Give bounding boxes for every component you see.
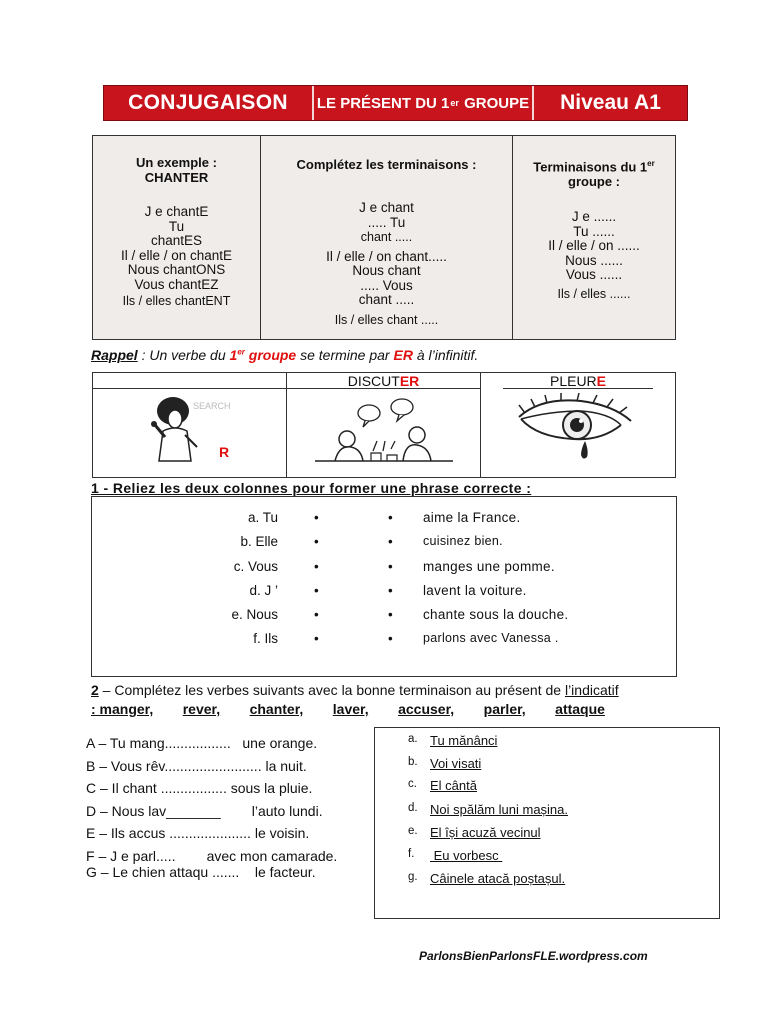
fill-in-exercises [86, 732, 337, 880]
exercise-item[interactable]: E – Ils accus ..................... le voisin. [86, 825, 310, 842]
singer-illustration [93, 391, 287, 477]
title-banner [103, 85, 688, 121]
example-verb: CHANTER [144, 170, 209, 185]
match-dot-right[interactable]: • [388, 583, 393, 598]
match-dot-left[interactable]: • [314, 559, 319, 574]
match-dot-right[interactable]: • [388, 607, 393, 622]
exercise-item[interactable]: C – Il chant ................. sous la pluie. [86, 780, 313, 797]
cry-label: PLEURE [503, 373, 653, 389]
singer-label [93, 373, 286, 389]
endings-lines: J e ...... Tu ...... Il / elle / on ...... Nous ...... Vous ...... Ils / elles ...... [548, 209, 640, 301]
match-dot-left[interactable]: • [314, 510, 319, 525]
endings-column: Terminaisons du 1er groupe : J e ...... Tu ...... Il / elle / on ...... Nous ...... Vous ...... Ils / elles ...... [513, 136, 675, 339]
conjugation-table [92, 135, 676, 340]
exercise-item[interactable]: D – Nous lav_______ l’auto lundi. [86, 802, 323, 819]
svg-text:SEARCH: SEARCH [193, 401, 231, 411]
match-row: c. Vous • • manges une pomme. [233, 559, 555, 574]
exercise-item[interactable]: B – Vous rêv......................... la nuit. [86, 757, 307, 774]
banner-level: Niveau A1 [560, 91, 661, 114]
complete-heading: Complétez les terminaisons : [296, 157, 477, 172]
discuss-illustration [287, 391, 481, 477]
exercise-item[interactable]: G – Le chien attaqu ....... le facteur. [86, 863, 316, 880]
verb-images-row [92, 372, 676, 478]
match-dot-right[interactable]: • [388, 510, 393, 525]
match-row: f. Ils • • parlons avec Vanessa . [253, 631, 559, 646]
rappel-note: Rappel : Un verbe du 1er groupe se termine par ER à l’infinitif. [91, 347, 479, 363]
translations-box: a. Tu mănânci b. Voi visati c. El cântă d. Noi spălăm luni mașina. e. El își acuză vecinul f. Eu vorbesc g. Câinele atacă poștașul. [374, 727, 720, 919]
match-row: d. J ’ • • lavent la voiture. [249, 583, 527, 598]
example-lines: J e chantE Tu chantES Il / elle / on chantE Nous chantONS Vous chantEZ Ils / elles chantENT [120, 204, 233, 308]
match-dot-left[interactable]: • [314, 631, 319, 646]
exercise-item[interactable]: F – J e parl..... avec mon camarade. [86, 847, 338, 864]
banner-title: CONJUGAISON [104, 86, 314, 120]
complete-column [261, 136, 513, 339]
section2-title: 2 – Complétez les verbes suivants avec la bonne terminaison au présent de l’indicatif [91, 682, 619, 698]
example-column [93, 136, 261, 339]
complete-lines: J e chant ..... Tu chant ..... Il / elle / on chant..... Nous chant ..... Vous chant ..... Ils / elles chant ..... [326, 200, 447, 327]
match-dot-right[interactable]: • [388, 534, 393, 549]
section1-title: 1 - Reliez les deux colonnes pour former une phrase correcte : [91, 480, 532, 496]
endings-heading: Terminaisons du 1er [533, 159, 655, 175]
match-row: e. Nous • • chante sous la douche. [231, 607, 569, 622]
banner-subtitle: LE PRÉSENT DU 1 er GROUPE [314, 86, 534, 120]
singer-cell [93, 373, 287, 477]
discuss-label: DISCUTER [287, 373, 480, 389]
crying-eye-illustration [481, 391, 675, 477]
match-dot-left[interactable]: • [314, 534, 319, 549]
cry-cell [481, 373, 675, 477]
match-row: b. Elle • • cuisinez bien. [240, 534, 503, 549]
example-heading: Un exemple : [136, 155, 217, 170]
match-dot-right[interactable]: • [388, 559, 393, 574]
singer-red-letter: R [219, 444, 230, 460]
match-dot-left[interactable]: • [314, 607, 319, 622]
footer-source: ParlonsBienParlonsFLE.wordpress.com [419, 949, 648, 963]
exercise-item[interactable]: A – Tu mang................. une orange. [86, 735, 318, 751]
discuss-cell [287, 373, 481, 477]
verb-list: : manger, rever, chanter, laver, accuser, parler, attaque [91, 701, 605, 717]
match-dot-left[interactable]: • [314, 583, 319, 598]
match-dot-right[interactable]: • [388, 631, 393, 646]
matching-exercise [91, 496, 677, 677]
match-row: a. Tu • • aime la France. [247, 510, 521, 525]
